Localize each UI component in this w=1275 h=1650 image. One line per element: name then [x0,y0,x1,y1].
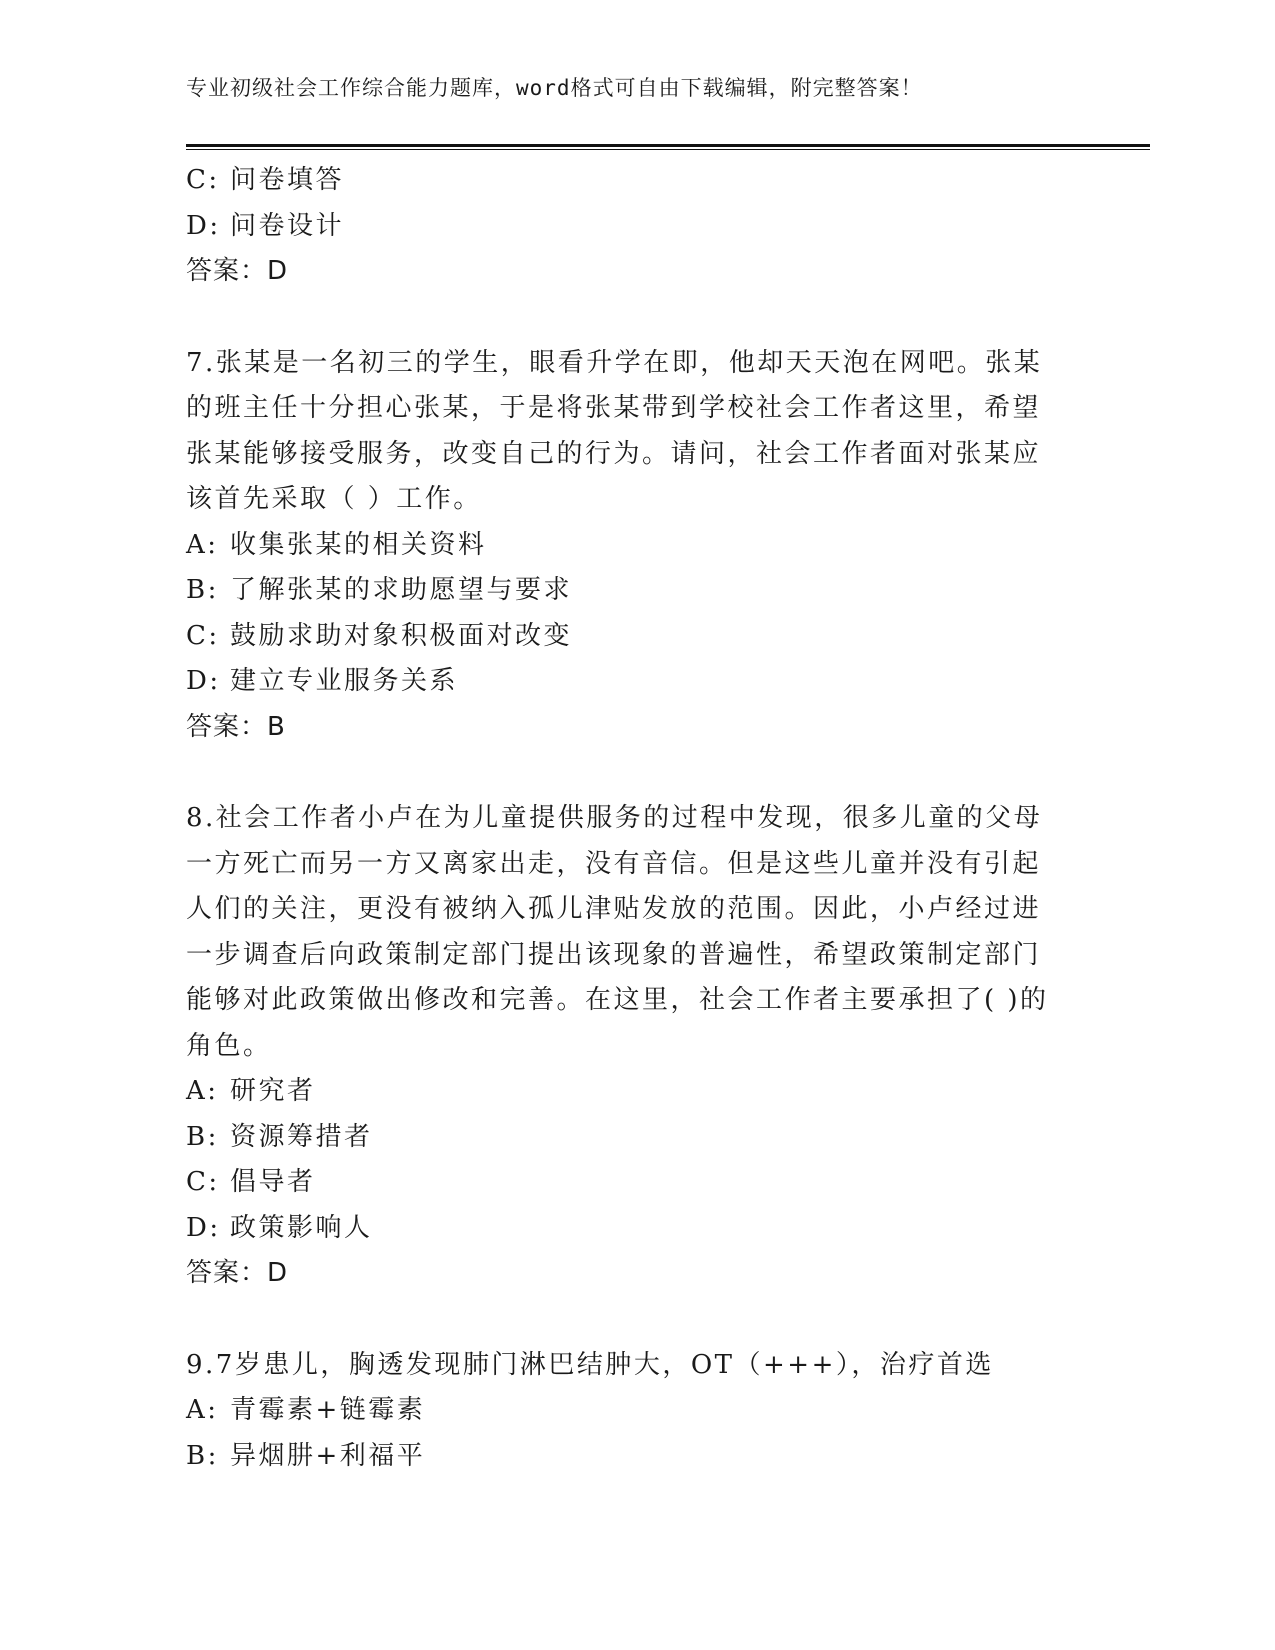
option-b: B: 异烟肼+利福平 [186,1440,426,1471]
header-rule-thin [186,149,1150,150]
question-9 [186,1343,1066,1480]
option-a: A: 收集张某的相关资料 [186,529,487,560]
answer-line: 答案：D [186,256,289,286]
option-c: C: 鼓励求助对象积极面对改变 [186,620,573,651]
page-header: 专业初级社会工作综合能力题库，word格式可自由下载编辑，附完整答案！ [186,76,923,100]
option-d: D: 政策影响人 [186,1212,373,1243]
document-body [186,158,1066,1479]
option-a: A: 研究者 [186,1076,316,1106]
question-stem-line: 的班主任十分担心张某，于是将张某带到学校社会工作者这里，希望 [186,393,1042,423]
option-c: C: 问卷填答 [186,165,345,195]
option-b: B: 资源筹措者 [186,1121,373,1152]
question-stem-line: 8.社会工作者小卢在为儿童提供服务的过程中发现，很多儿童的父母 [186,803,1043,833]
prev-question-tail [186,158,1066,295]
spacer [186,295,1066,341]
question-stem-line: 9.7岁患儿，胸透发现肺门淋巴结肿大，OT（+++），治疗首选 [186,1349,994,1380]
option-d: D: 建立专业服务关系 [186,666,459,696]
question-7 [186,341,1066,751]
question-stem-line: 人们的关注，更没有被纳入孤儿津贴发放的范围。因此，小卢经过进 [186,894,1042,924]
option-a: A: 青霉素+链霉素 [186,1395,426,1425]
option-c: C: 倡导者 [186,1167,316,1197]
question-stem-line: 一方死亡而另一方又离家出走，没有音信。但是这些儿童并没有引起 [186,848,1042,879]
option-d: D: 问卷设计 [186,210,345,241]
question-stem-line: 该首先采取（ ）工作。 [186,484,482,514]
answer-line: 答案：B [186,711,286,742]
spacer [186,750,1066,796]
answer-line: 答案：D [186,1258,289,1288]
question-8 [186,796,1066,1297]
option-b: B: 了解张某的求助愿望与要求 [186,575,573,605]
question-stem-line: 7.张某是一名初三的学生，眼看升学在即，他却天天泡在网吧。张某 [186,347,1043,378]
question-stem-line: 角色。 [186,1030,272,1061]
question-stem-line: 张某能够接受服务，改变自己的行为。请问，社会工作者面对张某应 [186,438,1042,469]
spacer [186,1297,1066,1343]
question-stem-line: 一步调查后向政策制定部门提出该现象的普遍性，希望政策制定部门 [186,939,1042,970]
header-rule-thick [186,144,1150,147]
question-stem-line: 能够对此政策做出修改和完善。在这里，社会工作者主要承担了( )的 [186,985,1049,1015]
